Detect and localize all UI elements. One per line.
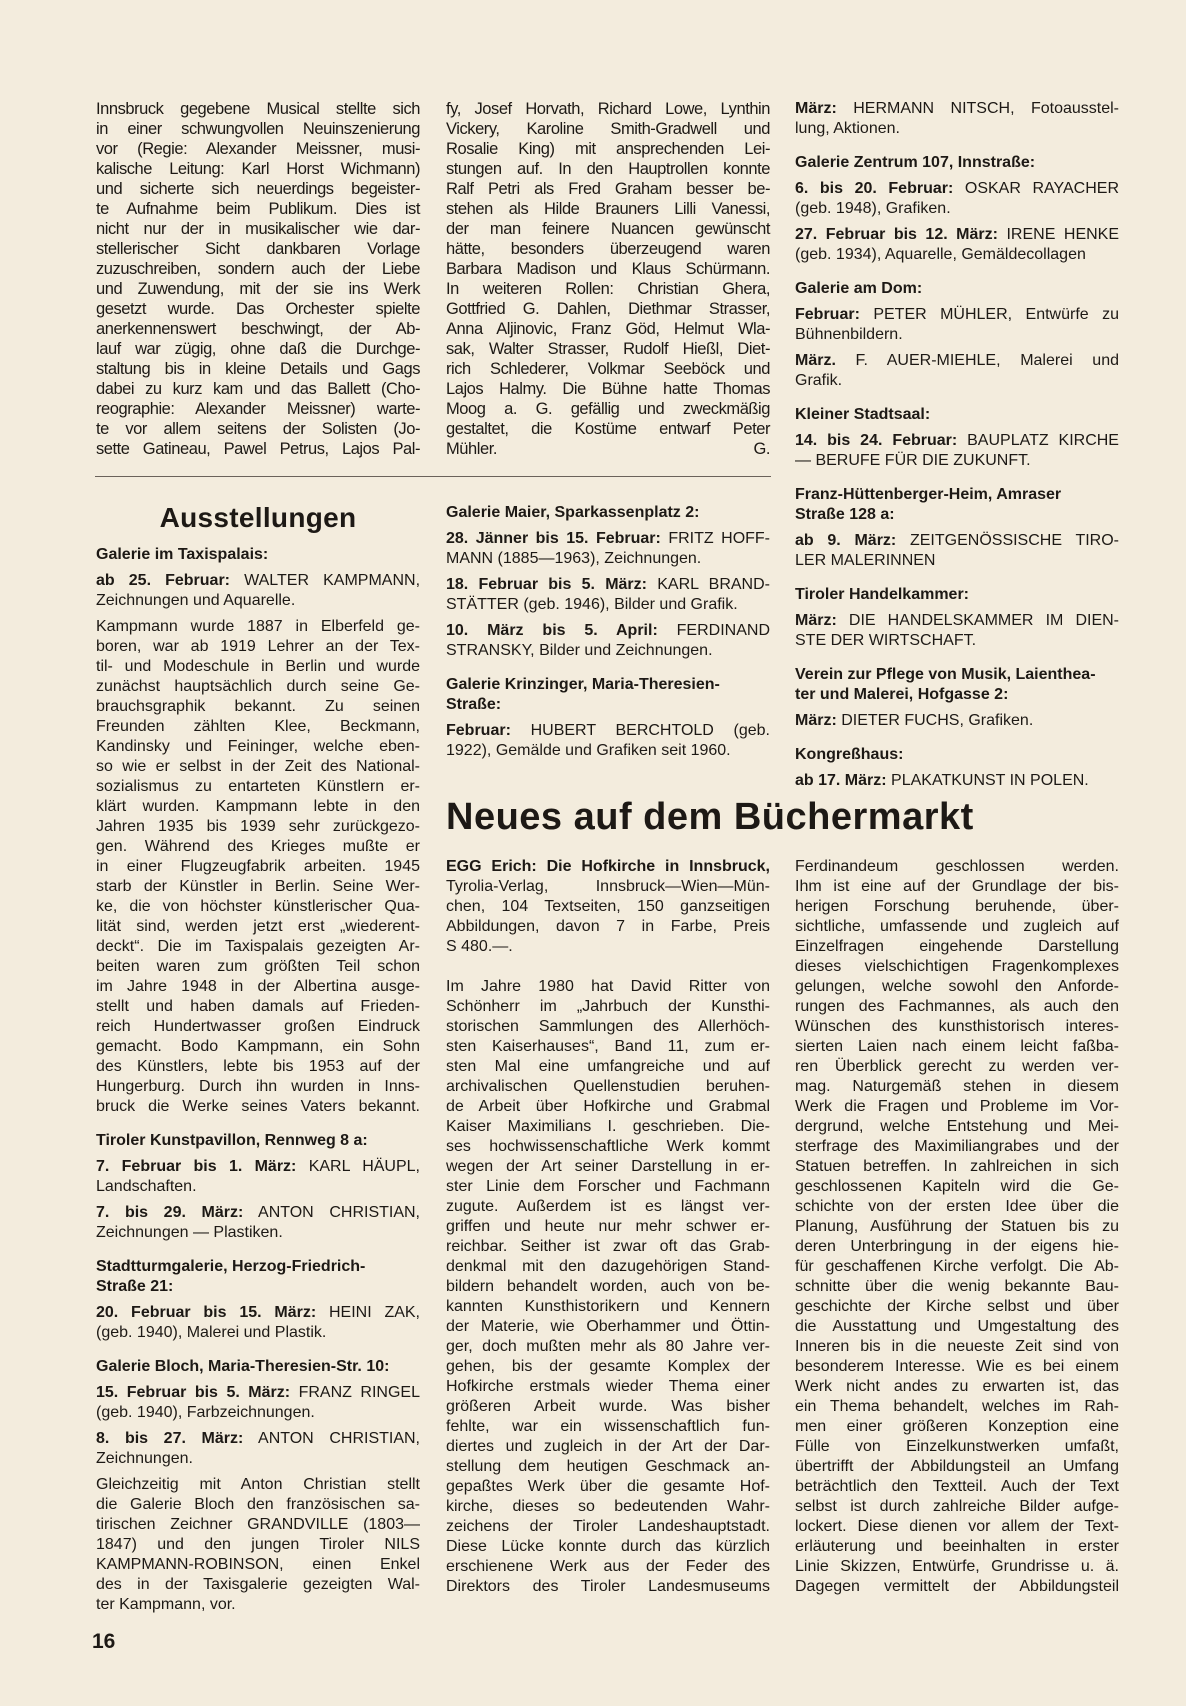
text-line: die Ausstattung und Umgestaltung des	[795, 1318, 1119, 1335]
exhibitions-heading: Ausstellungen	[159, 502, 357, 533]
exhibition-entry	[795, 611, 1119, 651]
exhibition-date: 6. bis 20. Februar:	[795, 180, 954, 197]
text-line: kannten Kunsthistorikern und Kennern	[446, 1298, 770, 1315]
exhibition-entry	[795, 771, 1119, 791]
exhibition-entry	[795, 305, 1119, 345]
venue-heading	[96, 545, 420, 565]
text-line: Werk nicht andes zu erwarten ist, das	[795, 1378, 1119, 1395]
text-line: lauf war zügig, ohne daß die Durchge-	[96, 340, 420, 358]
text-line	[96, 571, 420, 591]
text-line: sten Kaiserhauses“, Band 11, zum er-	[446, 1038, 770, 1055]
text-line: stungen auf. In den Hauptrollen konnte	[446, 160, 770, 178]
text-line: tirischen Zeichner GRANDVILLE (1803—	[96, 1516, 420, 1533]
text-line: STE DER WIRTSCHAFT.	[795, 632, 977, 649]
text-line: Ralf Petri als Fred Graham besser be-	[446, 180, 770, 198]
book-market-heading: Neues auf dem Büchermarkt	[446, 796, 974, 838]
text-line: Grafik.	[795, 372, 843, 389]
exhibition-date: 10. März bis 5. April:	[446, 622, 658, 639]
exhibition-date: 14. bis 24. Februar:	[795, 432, 958, 449]
exhibition-date: 28. Jänner bis 15. Februar:	[446, 530, 661, 547]
text-line: Planung, Ausführung der Statuen bis zu	[795, 1218, 1119, 1235]
exhibition-description: OSKAR RAYACHER	[964, 180, 1120, 197]
text-line: ein Thema behandelt, welches im Rah-	[795, 1398, 1119, 1415]
text-line: erläuterung und beeinhalten in erster	[795, 1538, 1119, 1555]
text-line: lität sind, werden jetzt erst „wiederent-	[96, 918, 420, 935]
exhibition-date: 27. Februar bis 12. März:	[795, 226, 998, 243]
text-line: Ihm ist eine auf der Grundlage der bis-	[795, 878, 1119, 895]
text-line: In weiteren Rollen: Christian Ghera,	[446, 280, 770, 298]
text-line	[795, 711, 1119, 731]
exhibition-description: ANTON CHRISTIAN,	[258, 1204, 420, 1221]
text-line: geschichte der Kirche selbst und über	[795, 1298, 1119, 1315]
exhibition-description: ZEITGENÖSSISCHE TIRO-	[909, 532, 1119, 549]
text-line: Inneren bis in die neueste Zeit sind von	[795, 1338, 1119, 1355]
text-line: sichtliche, umfassende und zugleich auf	[795, 918, 1119, 935]
text-line: Rosalie King) mit ansprechenden Lei-	[446, 140, 770, 158]
text-line: die Galerie Bloch den französischen sa-	[96, 1496, 420, 1513]
text-line	[96, 1383, 420, 1403]
text-line: te vor allem seitens der Solisten (Jo-	[96, 420, 420, 438]
exhibition-entry	[795, 225, 1119, 265]
text-line	[795, 351, 1119, 371]
text-line: Galerie Bloch, Maria-Theresien-Str. 10:	[96, 1358, 390, 1375]
text-line: archivalischen Quellenstudien beruhen-	[446, 1078, 770, 1095]
exhibition-date: ab 25. Februar:	[96, 572, 231, 589]
paragraph	[96, 99, 420, 459]
exhibition-description: WALTER KAMPMANN,	[244, 572, 421, 589]
text-line: zeichens der Tiroler Landeshauptstadt.	[446, 1518, 770, 1535]
text-line: STÄTTER (geb. 1946), Bilder und Grafik.	[446, 596, 738, 613]
text-line: besonderem Interesse. Wie es bei einem	[795, 1358, 1119, 1375]
text-line	[446, 529, 770, 549]
exhibition-entry	[96, 1383, 420, 1423]
text-line: Zeichnungen und Aquarelle.	[96, 592, 296, 609]
exhibition-description: ANTON CHRISTIAN,	[258, 1430, 420, 1447]
text-line: — BERUFE FÜR DIE ZUKUNFT.	[795, 452, 1031, 469]
paragraph	[96, 617, 420, 1117]
exhibition-entry	[96, 1157, 420, 1197]
text-line: hätte, besonders überzeugend waren	[446, 240, 770, 258]
text-line: reographie: Alexander Meissner) warte-	[96, 400, 420, 418]
book-citation	[446, 857, 770, 957]
exhibition-description: FRITZ HOFF-	[668, 530, 771, 547]
exhibition-entry	[795, 351, 1119, 391]
text-line: der Materie, wie Oberhammer und Öttin-	[446, 1318, 770, 1335]
venue-heading	[96, 1131, 420, 1151]
text-line: (geb. 1940), Farbzeichnungen.	[96, 1404, 315, 1421]
exhibition-entry	[446, 575, 770, 615]
text-line: storischen Sammlungen des Allerhöch-	[446, 1018, 770, 1035]
text-line: gestaltet, die Kostüme entwarf Peter	[446, 420, 770, 438]
text-line: Galerie Krinzinger, Maria-Theresien-	[446, 676, 720, 693]
text-line: dieses vielschichtigen Fragenkomplexes	[795, 958, 1119, 975]
exhibition-date: 18. Februar bis 5. März:	[446, 576, 647, 593]
text-line: Tyrolia-Verlag, Innsbruck—Wien—Mün-	[446, 878, 770, 895]
text-line: Abbildungen, davon 7 in Farbe, Preis	[446, 918, 770, 935]
exhibition-description: DIETER FUCHS, Grafiken.	[841, 712, 1034, 729]
text-line: Gleichzeitig mit Anton Christian stellt	[96, 1476, 420, 1493]
exhibition-description: KARL HÄUPL,	[308, 1158, 420, 1175]
text-line: kalische Leitung: Karl Horst Wichmann)	[96, 160, 420, 178]
text-line: sak, Walter Strasser, Rudolf Hießl, Diet-	[446, 340, 770, 358]
text-line: Ferdinandeum geschlossen werden.	[795, 858, 1119, 875]
text-line: Zeichnungen — Plastiken.	[96, 1224, 283, 1241]
exhibition-description: DIE HANDELSKAMMER IM DIEN-	[848, 612, 1119, 629]
text-line: Gottfried G. Dahlen, Diethmar Strasser,	[446, 300, 770, 318]
text-line: 1922), Gemälde und Grafiken seit 1960.	[446, 742, 731, 759]
text-line: boren, war ab 1919 Lehrer an der Tex-	[96, 638, 420, 655]
exhibition-date: März:	[795, 612, 837, 629]
text-line: te Aufnahme beim Publikum. Dies ist	[96, 200, 420, 218]
text-line: rungen des Fachmannes, als auch den	[795, 998, 1119, 1015]
text-line	[446, 721, 770, 741]
exhibition-date: März.	[795, 352, 836, 369]
text-line: Tiroler Handelkammer:	[795, 586, 969, 603]
text-line: Verein zur Pflege von Musik, Laienthea-	[795, 666, 1096, 683]
text-line: gepaßtes Werk über die gesamte Hof-	[446, 1478, 770, 1495]
text-line: (geb. 1940), Malerei und Plastik.	[96, 1324, 327, 1341]
text-line	[96, 1157, 420, 1177]
paragraph	[795, 857, 1119, 1597]
text-line: Straße 21:	[96, 1278, 174, 1295]
exhibition-description: F. AUER-MIEHLE, Malerei und	[855, 352, 1119, 369]
text-line: reich Hundertwasser großen Eindruck	[96, 1018, 420, 1035]
exhibition-entry	[795, 531, 1119, 571]
exhibition-description: HUBERT BERCHTOLD (geb.	[530, 722, 771, 739]
text-line: ter Kampmann, vor.	[96, 1596, 236, 1613]
text-line: beiten waren zum größten Teil schon	[96, 958, 420, 975]
text-line: vor (Regie: Alexander Meissner, musi-	[96, 140, 420, 158]
section-divider	[95, 476, 771, 477]
text-line: so wie er selbst in der Zeit des National-	[96, 758, 420, 775]
text-line: Wünschen des kunsthistorisch interes-	[795, 1018, 1119, 1035]
text-line	[795, 305, 1119, 325]
text-line: deren Unterbringung in der eigens hie-	[795, 1238, 1119, 1255]
text-line: S 480.—.	[446, 938, 513, 955]
text-line: sette Gatineau, Pawel Petrus, Lajos Pal-	[96, 440, 420, 458]
text-line: Im Jahre 1980 hat David Ritter von	[446, 978, 770, 995]
venue-heading	[795, 485, 1119, 525]
text-line: Moog a. G. gefällig und zweckmäßig	[446, 400, 770, 418]
text-line: fy, Josef Horvath, Richard Lowe, Lynthin	[446, 100, 770, 118]
text-line: STRANSKY, Bilder und Zeichnungen.	[446, 642, 713, 659]
text-line	[795, 225, 1119, 245]
venue-heading	[795, 405, 1119, 425]
venue-heading	[96, 1357, 420, 1377]
text-line: lung, Aktionen.	[795, 120, 900, 137]
venue-heading	[446, 675, 770, 715]
exhibition-date: 20. Februar bis 15. März:	[96, 1304, 317, 1321]
text-line: Bühnenbildern.	[795, 326, 903, 343]
exhibitions-column-3	[795, 99, 1119, 791]
exhibition-entry	[446, 529, 770, 569]
exhibition-description: FRANZ RINGEL	[298, 1384, 420, 1401]
text-line: Galerie im Taxispalais:	[96, 546, 269, 563]
exhibition-entry	[446, 721, 770, 761]
text-line: in einer Flugzeugfabrik arbeiten. 1945	[96, 858, 420, 875]
text-line: stellung dem heutigen Geschmack an-	[446, 1458, 770, 1475]
text-line: stellerischer Sicht dankbaren Vorlage	[96, 240, 420, 258]
exhibition-entry	[795, 179, 1119, 219]
exhibition-entry	[795, 431, 1119, 471]
text-line: ke, die von höchster künstlerischer Qua-	[96, 898, 420, 915]
text-line: anerkennenswert beschwingt, der Ab-	[96, 320, 420, 338]
text-line: selbst ist durch zahlreiche Bilder aufge-	[795, 1498, 1119, 1515]
exhibition-entry	[96, 571, 420, 611]
text-line: Kandinsky und Feininger, welche eben-	[96, 738, 420, 755]
text-line: starb der Künstler in Berlin. Seine Wer-	[96, 878, 420, 895]
text-line: gelungen, welche sowohl den Anforde-	[795, 978, 1119, 995]
text-line: Galerie Zentrum 107, Innstraße:	[795, 154, 1036, 171]
venue-heading	[446, 503, 770, 523]
text-line: schichte von der ersten Idee über die	[795, 1198, 1119, 1215]
text-line: 1847) und den jungen Tiroler NILS	[96, 1536, 420, 1553]
text-line: Diese Lücke konnte durch das kürzlich	[446, 1538, 770, 1555]
text-line: gen. Während des Krieges mußte er	[96, 838, 420, 855]
text-line: sozialismus zu entarteten Künstlern er-	[96, 778, 420, 795]
text-line: staltung bis in kleine Details und Gags	[96, 360, 420, 378]
venue-heading	[795, 665, 1119, 705]
text-line: fehlte, war ein wissenschaftlich fun-	[446, 1418, 770, 1435]
page-number: 16	[92, 1630, 116, 1653]
exhibition-entry	[96, 1303, 420, 1343]
text-line: schnitte über die wenig bekannte Bau-	[795, 1278, 1119, 1295]
text-line: Stadtturmgalerie, Herzog-Friedrich-	[96, 1258, 366, 1275]
text-line: ren Überblick gerecht zu werden ver-	[795, 1058, 1119, 1075]
text-line: Einzelfragen eingehende Darstellung	[795, 938, 1119, 955]
text-line: bildern behandelt worden, auch von be-	[446, 1278, 770, 1295]
exhibition-date: 8. bis 27. März:	[96, 1430, 244, 1447]
exhibition-date: 7. bis 29. März:	[96, 1204, 244, 1221]
text-line: Kampmann wurde 1887 in Elberfeld ge-	[96, 618, 420, 635]
text-line: des Künstlers, lebte bis 1953 auf der	[96, 1058, 420, 1075]
text-line: ster Linie dem Forscher und Fachmann	[446, 1178, 770, 1195]
paragraph	[96, 1475, 420, 1615]
exhibition-date: März:	[795, 100, 837, 117]
text-line: Straße:	[446, 696, 502, 713]
exhibition-description: HEINI ZAK,	[328, 1304, 421, 1321]
text-line: brauchsgraphik bekannt. Zu seinen	[96, 698, 420, 715]
text-line	[795, 771, 1119, 791]
exhibition-date: Februar:	[446, 722, 511, 739]
text-line: Anna Aljinovic, Franz Göd, Helmut Wla-	[446, 320, 770, 338]
text-line	[795, 431, 1119, 451]
text-line: dabei zu kurz kam und das Ballett (Cho-	[96, 380, 420, 398]
text-line: Innsbruck gegebene Musical stellte sich	[96, 100, 420, 118]
text-line	[795, 99, 1119, 119]
text-line: Hungerburg. Durch ihn wurden in Inns-	[96, 1078, 420, 1095]
text-line: Fülle von Einzelkunstwerken umfaßt,	[795, 1438, 1119, 1455]
exhibition-description: PLAKATKUNST IN POLEN.	[891, 772, 1089, 789]
text-line: Galerie am Dom:	[795, 280, 923, 297]
text-line: Kleiner Stadtsaal:	[795, 406, 931, 423]
text-line: de Arbeit über Hofkirche und Grabmal	[446, 1098, 770, 1115]
text-line: Kaiser Maximilians I. geschrieben. Die-	[446, 1118, 770, 1135]
text-line	[96, 1303, 420, 1323]
exhibition-entry	[96, 1203, 420, 1243]
book-title: EGG Erich: Die Hofkirche in Innsbruck,	[446, 858, 770, 875]
text-line: erschienene Werk aus der Feder des	[446, 1558, 770, 1575]
exhibition-date: ab 9. März:	[795, 532, 897, 549]
text-line: gemacht. Bodo Kampmann, ein Sohn	[96, 1038, 420, 1055]
book-review-column-2	[795, 857, 1119, 1597]
text-line: zugute. Außerdem ist es längst ver-	[446, 1198, 770, 1215]
exhibition-date: Februar:	[795, 306, 860, 323]
text-line: gesetzt wurde. Das Orchester spielte	[96, 300, 420, 318]
text-line: Tiroler Kunstpavillon, Rennweg 8 a:	[96, 1132, 368, 1149]
text-line: griffen und heute nur mehr schwer er-	[446, 1218, 770, 1235]
exhibitions-column-2	[446, 503, 770, 761]
exhibition-description: HERMANN NITSCH, Fotoausstel-	[853, 100, 1119, 117]
text-line: Kongreßhaus:	[795, 746, 904, 763]
text-line: Barbara Madison und Klaus Schürmann.	[446, 260, 770, 278]
text-line: kirche, dieses so bedeutenden Wahr-	[446, 1498, 770, 1515]
theater-review-column-1	[96, 99, 420, 459]
exhibition-description: FERDINAND	[676, 622, 770, 639]
text-line: deckt“. Die im Taxispalais gezeigten Ar-	[96, 938, 420, 955]
text-line: til- und Modeschule in Berlin und wurde	[96, 658, 420, 675]
text-line: Jahren 1935 bis 1939 sehr zurückgezo-	[96, 818, 420, 835]
text-line: MANN (1885—1963), Zeichnungen.	[446, 550, 702, 567]
text-line: gehen, bis der gesamte Komplex der	[446, 1358, 770, 1375]
venue-heading	[795, 153, 1119, 173]
text-line: größeren Arbeit wurde. Was bisher	[446, 1398, 770, 1415]
text-line: KAMPMANN-ROBINSON, einen Enkel	[96, 1556, 420, 1573]
text-line: Linie Skizzen, Entwürfe, Grundrisse u. ä.	[795, 1558, 1119, 1575]
text-line: denkmal mit den dazugehörigen Stand-	[446, 1258, 770, 1275]
theater-review-column-2	[446, 99, 770, 459]
exhibition-description: BAUPLATZ KIRCHE	[967, 432, 1119, 449]
text-line: LER MALERINNEN	[795, 552, 936, 569]
text-line: und sicherte sich neuerdings begeister-	[96, 180, 420, 198]
book-review-column-1	[446, 857, 770, 1597]
text-line: ter und Malerei, Hofgasse 2:	[795, 686, 1009, 703]
exhibitions-column-1	[96, 545, 420, 1615]
text-line	[96, 1203, 420, 1223]
text-line: Vickery, Karoline Smith-Gradwell und	[446, 120, 770, 138]
exhibition-date: 15. Februar bis 5. März:	[96, 1384, 291, 1401]
text-line: Schönherr im „Jahrbuch der Kunsthi-	[446, 998, 770, 1015]
exhibition-date: 7. Februar bis 1. März:	[96, 1158, 297, 1175]
exhibition-date: ab 17. März:	[795, 772, 887, 789]
text-line: reichbar. Seither ist zwar oft das Grab-	[446, 1238, 770, 1255]
text-line: Direktors des Tiroler Landesmuseums	[446, 1578, 770, 1595]
exhibition-entry	[795, 99, 1119, 139]
exhibition-entry	[795, 711, 1119, 731]
text-line: sierten Laien nach einem leicht faßba-	[795, 1038, 1119, 1055]
text-line: men einer größeren Konzeption eine	[795, 1418, 1119, 1435]
text-line: zunächst hauptsächlich durch seine Ge-	[96, 678, 420, 695]
text-line: Franz-Hüttenberger-Heim, Amraser	[795, 486, 1062, 503]
text-line: übertrifft der Abbildungsteil an Umfang	[795, 1458, 1119, 1475]
text-line: diertes und zugleich in der Art der Dar-	[446, 1438, 770, 1455]
text-line: (geb. 1934), Aquarelle, Gemäldecollagen	[795, 246, 1086, 263]
text-line: rich Schlederer, Volkmar Seeböck und	[446, 360, 770, 378]
text-line: sterfrage des Maximiliangrabes und der	[795, 1138, 1119, 1155]
text-line: Zeichnungen.	[96, 1450, 193, 1467]
exhibition-description: PETER MÜHLER, Entwürfe zu	[873, 306, 1119, 323]
text-line: beträchtlich den Textteil. Auch der Text	[795, 1478, 1119, 1495]
text-line: Galerie Maier, Sparkassenplatz 2:	[446, 504, 700, 521]
exhibition-date: März:	[795, 712, 837, 729]
text-line: ger, doch mußten mehr als 80 Jahre ver-	[446, 1338, 770, 1355]
text-line: lockert. Diese dienen vor allem der Text-	[795, 1518, 1119, 1535]
text-line: nicht nur der in musikalischer wie dar-	[96, 220, 420, 238]
text-line	[446, 575, 770, 595]
text-line: Landschaften.	[96, 1178, 197, 1195]
text-line: Dagegen vermittelt der Abbildungsteil	[795, 1578, 1119, 1595]
text-line	[795, 611, 1119, 631]
text-line: zuzuschreiben, sondern auch der Liebe	[96, 260, 420, 278]
exhibition-entry	[96, 1429, 420, 1469]
text-line: geschlossenen Kapiteln wird die Ge-	[795, 1178, 1119, 1195]
text-line: Hofkirche erstmals wieder Thema einer	[446, 1378, 770, 1395]
text-line	[96, 1429, 420, 1449]
text-line: herigen Forschung beruhende, über-	[795, 898, 1119, 915]
text-line: dergrund, welche Entstehung und Mei-	[795, 1118, 1119, 1135]
paragraph	[446, 99, 770, 459]
text-line: im Jahre 1948 in der Albertina ausge-	[96, 978, 420, 995]
text-line: ses hochwissenschaftliche Werk kommt	[446, 1138, 770, 1155]
text-line	[446, 621, 770, 641]
venue-heading	[795, 279, 1119, 299]
text-line: der man feinere Nuancen gewünscht	[446, 220, 770, 238]
venue-heading	[795, 745, 1119, 765]
exhibition-description: KARL BRAND-	[657, 576, 770, 593]
text-line: Werk die Fragen und Probleme im Vor-	[795, 1098, 1119, 1115]
text-line	[795, 179, 1119, 199]
text-line: Lajos Halmy. Die Bühne hatte Thomas	[446, 380, 770, 398]
text-line: stehen als Hilde Brauners Lilli Vanessi,	[446, 200, 770, 218]
exhibition-entry	[446, 621, 770, 661]
text-line: bruck die Werke seines Vaters bekannt.	[96, 1098, 420, 1115]
venue-heading	[96, 1257, 420, 1297]
text-line: Statuen betreffen. In zahlreichen in sich	[795, 1158, 1119, 1175]
text-line: mag. Naturgemäß stehen in diesem	[795, 1078, 1119, 1095]
text-line: für geschaffenen Kirche verfolgt. Die Ab-	[795, 1258, 1119, 1275]
text-line: wegen der Art seiner Darstellung in er-	[446, 1158, 770, 1175]
venue-heading	[795, 585, 1119, 605]
text-line: und Zuwendung, mit der sie ins Werk	[96, 280, 420, 298]
text-line: stellt und haben damals auf Frieden-	[96, 998, 420, 1015]
exhibition-description: IRENE HENKE	[1006, 226, 1120, 243]
paragraph	[446, 977, 770, 1597]
text-line: des in der Taxisgalerie gezeigten Wal-	[96, 1576, 420, 1593]
text-line: (geb. 1948), Grafiken.	[795, 200, 951, 217]
text-line: Straße 128 a:	[795, 506, 895, 523]
text-line	[795, 531, 1119, 551]
text-line: Mühler. G.	[446, 440, 770, 458]
text-line: sten Mal eine umfangreiche und auf	[446, 1058, 770, 1075]
text-line: in einer schwungvollen Neuinszenierung	[96, 120, 420, 138]
text-line: klärt wurden. Kampmann lebte in den	[96, 798, 420, 815]
text-line: Freunden zählten Klee, Beckmann,	[96, 718, 420, 735]
text-line: chen, 104 Textseiten, 150 ganzseitigen	[446, 898, 770, 915]
